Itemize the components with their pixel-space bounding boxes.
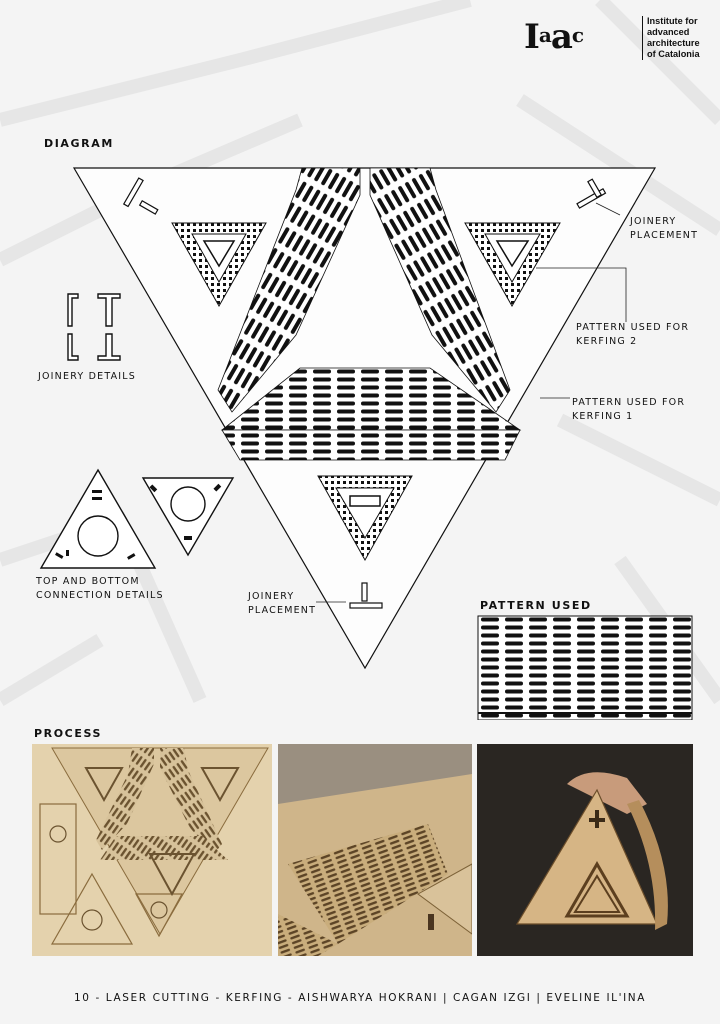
- joinery-placement-bottom-line-2: PLACEMENT: [248, 605, 317, 616]
- top-bottom-line-1: TOP AND BOTTOM: [36, 576, 140, 587]
- top-bottom-label: [36, 575, 164, 603]
- process-heading: PROCESS: [34, 727, 103, 740]
- logo-line-1: Institute for: [647, 16, 698, 26]
- diagram-heading: DIAGRAM: [44, 137, 114, 150]
- joinery-placement-top-line-1: JOINERY: [630, 216, 677, 227]
- joinery-detail-shapes: [68, 294, 120, 360]
- logo-line-2: advanced: [647, 27, 690, 37]
- kerfing-1-label: [572, 396, 685, 424]
- joinery-placement-top-label: [630, 215, 698, 243]
- process-photo-2: [278, 744, 472, 956]
- folded-pyramid-photo: [477, 744, 693, 956]
- pattern-used-heading: PATTERN USED: [480, 599, 592, 612]
- kerfing-2-label: [576, 321, 689, 349]
- kerfing-1-line-1: PATTERN USED FOR: [572, 397, 686, 408]
- logo-mark: $I^aa^c$: [524, 17, 584, 57]
- kerfing-2-line-1: PATTERN USED FOR: [576, 322, 690, 333]
- joinery-placement-bottom-line-1: JOINERY: [248, 591, 295, 602]
- logo-line-3: architecture: [647, 38, 700, 48]
- pattern-swatch: [478, 616, 692, 720]
- process-photo-3: [477, 744, 693, 956]
- laser-cut-sheet-photo: [32, 744, 272, 956]
- joinery-details-label: JOINERY DETAILS: [38, 371, 137, 382]
- connection-triangle-large: [41, 470, 155, 568]
- joinery-placement-top-line-2: PLACEMENT: [630, 230, 699, 241]
- joinery-placement-bottom-label: [248, 590, 316, 618]
- bent-sheet-photo: [278, 744, 472, 956]
- kerfing-1-line-2: KERFING 1: [572, 411, 634, 422]
- kerfing-2-line-2: KERFING 2: [576, 336, 638, 347]
- process-photo-1: [32, 744, 272, 956]
- top-bottom-line-2: CONNECTION DETAILS: [36, 590, 164, 601]
- pattern-swatch-border: [478, 712, 692, 714]
- connection-triangle-small: [143, 478, 233, 555]
- logo-line-4: of Catalonia: [647, 49, 700, 59]
- footer-credits: 10 - LASER CUTTING - KERFING - AISHWARYA HOKRANI | CAGAN IZGI | EVELINE IL'INA: [73, 992, 647, 1004]
